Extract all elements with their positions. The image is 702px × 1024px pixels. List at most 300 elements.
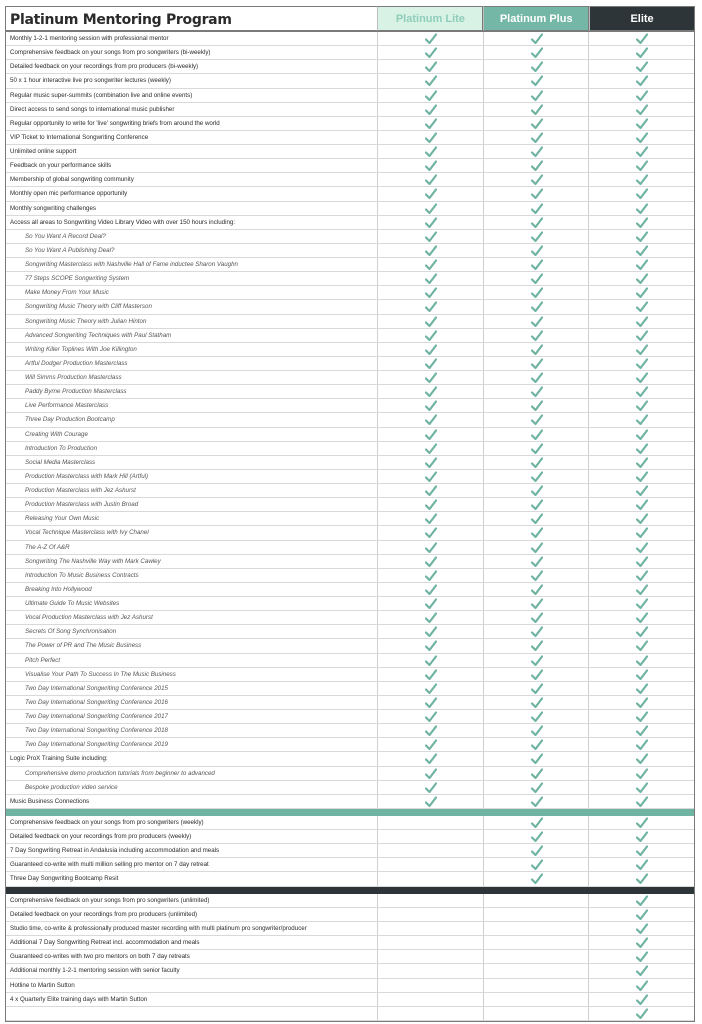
cell-elite [588, 103, 694, 116]
check-icon [531, 831, 543, 843]
cell-platinum-lite [377, 858, 483, 871]
cell-elite [588, 752, 694, 765]
sub-feature-label: Pitch Perfect [25, 656, 61, 664]
cell-platinum-lite [377, 46, 483, 59]
cell-platinum-plus [483, 60, 589, 73]
cell-elite [588, 922, 694, 935]
cell-platinum-plus [483, 32, 589, 45]
cell-platinum-lite [377, 724, 483, 737]
table-row [6, 258, 694, 272]
cell-platinum-lite [377, 1007, 483, 1020]
cell-platinum-lite [377, 371, 483, 384]
table-row [6, 413, 694, 427]
check-icon [636, 796, 648, 808]
table-row [6, 230, 694, 244]
table-row [6, 117, 694, 131]
cell-platinum-plus [483, 668, 589, 681]
table-row [6, 343, 694, 357]
cell-platinum-plus [483, 830, 589, 843]
cell-platinum-lite [377, 442, 483, 455]
check-icon [636, 873, 648, 885]
table-row [6, 830, 694, 844]
feature-label: Comprehensive feedback on your songs from pro songwriters (unlimited) [10, 896, 210, 904]
cell-platinum-lite [377, 526, 483, 539]
cell-elite [588, 428, 694, 441]
cell-platinum-lite [377, 498, 483, 511]
check-icon [636, 316, 648, 328]
cell-platinum-plus [483, 357, 589, 370]
check-icon [425, 669, 437, 681]
check-icon [636, 118, 648, 130]
check-icon [425, 75, 437, 87]
cell-elite [588, 385, 694, 398]
cell-platinum-plus [483, 46, 589, 59]
cell-elite [588, 816, 694, 829]
check-icon [636, 188, 648, 200]
check-icon [636, 556, 648, 568]
table-row [6, 357, 694, 371]
check-icon [636, 965, 648, 977]
table-row [6, 456, 694, 470]
sub-feature-label: Vocal Technique Masterclass with Ivy Chanel [25, 529, 149, 537]
table-row [6, 795, 694, 809]
cell-platinum-plus [483, 625, 589, 638]
feature-label: Monthly open mic performance opportunity [10, 190, 128, 198]
check-icon [531, 612, 543, 624]
sub-feature-label: Writing Killer Toplines With Joe Killington [25, 345, 137, 353]
cell-platinum-plus [483, 258, 589, 271]
cell-elite [588, 498, 694, 511]
cell-platinum-plus [483, 216, 589, 229]
cell-elite [588, 512, 694, 525]
check-icon [425, 301, 437, 313]
sub-feature-label: Production Masterclass with Mark Hill (Artful) [25, 472, 149, 480]
cell-platinum-lite [377, 315, 483, 328]
cell-platinum-lite [377, 244, 483, 257]
check-icon [531, 457, 543, 469]
cell-platinum-lite [377, 399, 483, 412]
cell-platinum-lite [377, 781, 483, 794]
table-row [6, 300, 694, 314]
check-icon [425, 287, 437, 299]
cell-platinum-lite [377, 343, 483, 356]
cell-elite [588, 724, 694, 737]
cell-elite [588, 202, 694, 215]
check-icon [425, 457, 437, 469]
cell-platinum-lite [377, 187, 483, 200]
table-row [6, 159, 694, 173]
check-icon [531, 160, 543, 172]
check-icon [531, 301, 543, 313]
check-icon [531, 245, 543, 257]
cell-elite [588, 830, 694, 843]
cell-elite [588, 541, 694, 554]
check-icon [531, 753, 543, 765]
check-icon [425, 174, 437, 186]
table-row [6, 103, 694, 117]
cell-platinum-plus [483, 597, 589, 610]
cell-platinum-lite [377, 131, 483, 144]
check-icon [636, 683, 648, 695]
table-row [6, 399, 694, 413]
cell-elite [588, 484, 694, 497]
check-icon [531, 358, 543, 370]
cell-platinum-lite [377, 597, 483, 610]
column-header-platinum-lite: Platinum Lite [377, 6, 483, 31]
cell-platinum-lite [377, 202, 483, 215]
check-icon [425, 499, 437, 511]
check-icon [531, 683, 543, 695]
check-icon [425, 372, 437, 384]
sub-feature-label: Releasing Your Own Music [25, 515, 100, 523]
check-icon [425, 612, 437, 624]
cell-elite [588, 979, 694, 992]
cell-platinum-lite [377, 484, 483, 497]
feature-label: Regular opportunity to write for 'live' songwriting briefs from around the world [10, 119, 220, 127]
cell-elite [588, 611, 694, 624]
cell-elite [588, 583, 694, 596]
cell-elite [588, 964, 694, 977]
check-icon [425, 471, 437, 483]
check-icon [531, 817, 543, 829]
check-icon [531, 61, 543, 73]
check-icon [531, 414, 543, 426]
cell-platinum-plus [483, 117, 589, 130]
check-icon [425, 61, 437, 73]
check-icon [636, 655, 648, 667]
cell-platinum-plus [483, 795, 589, 808]
feature-label: Direct access to send songs to international music publisher [10, 105, 175, 113]
table-row [6, 187, 694, 201]
check-icon [636, 245, 648, 257]
cell-platinum-lite [377, 286, 483, 299]
cell-elite [588, 329, 694, 342]
check-icon [425, 556, 437, 568]
check-icon [531, 570, 543, 582]
check-icon [636, 570, 648, 582]
table-body [5, 32, 695, 1022]
cell-platinum-lite [377, 555, 483, 568]
sub-feature-label: Paddy Byrne Production Masterclass [25, 388, 127, 396]
cell-platinum-lite [377, 964, 483, 977]
check-icon [425, 188, 437, 200]
cell-platinum-plus [483, 555, 589, 568]
cell-platinum-lite [377, 32, 483, 45]
check-icon [425, 414, 437, 426]
check-icon [531, 330, 543, 342]
cell-elite [588, 371, 694, 384]
cell-platinum-lite [377, 950, 483, 963]
check-icon [425, 47, 437, 59]
cell-platinum-lite [377, 752, 483, 765]
check-icon [425, 160, 437, 172]
check-icon [531, 429, 543, 441]
cell-elite [588, 89, 694, 102]
table-row [6, 428, 694, 442]
check-icon [636, 711, 648, 723]
check-icon [531, 188, 543, 200]
cell-platinum-lite [377, 830, 483, 843]
sub-feature-label: Ultimate Guide To Music Websites [25, 600, 120, 607]
cell-platinum-plus [483, 950, 589, 963]
cell-platinum-plus [483, 583, 589, 596]
cell-elite [588, 569, 694, 582]
check-icon [425, 739, 437, 751]
feature-label: Monthly songwriting challenges [10, 204, 96, 212]
cell-platinum-plus [483, 639, 589, 652]
table-row [6, 738, 694, 752]
cell-platinum-plus [483, 569, 589, 582]
table-row [6, 710, 694, 724]
cell-platinum-plus [483, 286, 589, 299]
sub-feature-label: Bespoke production video service [25, 783, 118, 791]
cell-elite [588, 654, 694, 667]
feature-label: Detailed feedback on your recordings from pro producers (unlimited) [10, 910, 198, 918]
table-row [6, 526, 694, 540]
cell-platinum-lite [377, 541, 483, 554]
sub-feature-label: Two Day International Songwriting Conference 2018 [25, 727, 168, 735]
cell-platinum-lite [377, 639, 483, 652]
check-icon [636, 203, 648, 215]
check-icon [636, 61, 648, 73]
table-row [6, 950, 694, 964]
check-icon [636, 132, 648, 144]
cell-elite [588, 555, 694, 568]
cell-platinum-plus [483, 187, 589, 200]
check-icon [425, 570, 437, 582]
check-icon [636, 980, 648, 992]
cell-platinum-lite [377, 89, 483, 102]
check-icon [636, 90, 648, 102]
section-divider [6, 809, 694, 816]
check-icon [531, 231, 543, 243]
cell-platinum-plus [483, 752, 589, 765]
cell-platinum-lite [377, 668, 483, 681]
column-header-elite: Elite [589, 6, 695, 31]
check-icon [531, 499, 543, 511]
cell-platinum-plus [483, 541, 589, 554]
check-icon [425, 527, 437, 539]
feature-label: Detailed feedback on your recordings from pro producers (weekly) [10, 833, 192, 840]
sub-feature-label: Will Simms Production Masterclass [25, 374, 122, 381]
sub-feature-label: Production Masterclass with Jez Ashurst [25, 487, 136, 494]
cell-platinum-plus [483, 89, 589, 102]
cell-platinum-lite [377, 767, 483, 780]
check-icon [425, 768, 437, 780]
check-icon [425, 118, 437, 130]
cell-elite [588, 696, 694, 709]
cell-platinum-plus [483, 993, 589, 1006]
cell-elite [588, 625, 694, 638]
check-icon [636, 104, 648, 116]
check-icon [636, 358, 648, 370]
check-icon [425, 640, 437, 652]
cell-platinum-plus [483, 74, 589, 87]
check-icon [531, 75, 543, 87]
cell-platinum-lite [377, 357, 483, 370]
cell-platinum-plus [483, 696, 589, 709]
table-row [6, 286, 694, 300]
check-icon [425, 90, 437, 102]
cell-elite [588, 117, 694, 130]
table-header [5, 6, 695, 32]
table-row [6, 979, 694, 993]
table-row [6, 936, 694, 950]
cell-elite [588, 286, 694, 299]
table-row [6, 583, 694, 597]
check-icon [636, 372, 648, 384]
sub-feature-label: Two Day International Songwriting Conference 2015 [25, 684, 168, 692]
cell-platinum-plus [483, 470, 589, 483]
check-icon [636, 739, 648, 751]
cell-platinum-lite [377, 908, 483, 921]
cell-elite [588, 357, 694, 370]
table-row [6, 597, 694, 611]
table-row [6, 442, 694, 456]
cell-elite [588, 872, 694, 885]
check-icon [636, 146, 648, 158]
check-icon [636, 330, 648, 342]
cell-platinum-plus [483, 512, 589, 525]
cell-platinum-lite [377, 922, 483, 935]
cell-platinum-lite [377, 300, 483, 313]
check-icon [531, 118, 543, 130]
cell-platinum-plus [483, 272, 589, 285]
cell-platinum-plus [483, 526, 589, 539]
section-divider [6, 887, 694, 894]
cell-platinum-plus [483, 1007, 589, 1020]
check-icon [636, 937, 648, 949]
feature-label: Access all areas to Songwriting Video Library Video with over 150 hours including: [10, 218, 236, 226]
sub-feature-label: Songwriting The Nashville Way with Mark Cawley [25, 557, 161, 565]
sub-feature-label: Comprehensive demo production tutorials from beginner to advanced [25, 769, 215, 777]
check-icon [531, 47, 543, 59]
cell-elite [588, 894, 694, 907]
cell-platinum-plus [483, 844, 589, 857]
check-icon [636, 287, 648, 299]
check-icon [425, 33, 437, 45]
cell-elite [588, 300, 694, 313]
cell-platinum-lite [377, 428, 483, 441]
cell-platinum-plus [483, 724, 589, 737]
table-row [6, 272, 694, 286]
sub-feature-label: Two Day International Songwriting Conference 2017 [25, 713, 168, 720]
check-icon [531, 626, 543, 638]
check-icon [636, 231, 648, 243]
column-header-platinum-plus: Platinum Plus [483, 6, 589, 31]
sub-feature-label: Two Day International Songwriting Conference 2016 [25, 698, 168, 706]
check-icon [636, 753, 648, 765]
check-icon [425, 316, 437, 328]
check-icon [531, 217, 543, 229]
check-icon [425, 626, 437, 638]
cell-platinum-plus [483, 894, 589, 907]
cell-platinum-plus [483, 979, 589, 992]
cell-platinum-plus [483, 498, 589, 511]
check-icon [531, 316, 543, 328]
cell-elite [588, 315, 694, 328]
check-icon [636, 909, 648, 921]
feature-label: Music Business Connections [10, 797, 90, 805]
cell-platinum-plus [483, 922, 589, 935]
check-icon [531, 845, 543, 857]
cell-elite [588, 993, 694, 1006]
check-icon [636, 845, 648, 857]
check-icon [425, 485, 437, 497]
feature-label: Guaranteed co-writes with two pro mentors on both 7 day retreats [10, 953, 190, 961]
check-icon [531, 711, 543, 723]
cell-platinum-lite [377, 738, 483, 751]
cell-platinum-lite [377, 329, 483, 342]
check-icon [531, 372, 543, 384]
table-row [6, 498, 694, 512]
sub-feature-label: Songwriting Music Theory with Cliff Masterson [25, 303, 152, 311]
check-icon [425, 386, 437, 398]
check-icon [425, 513, 437, 525]
table-row [6, 724, 694, 738]
feature-label: Comprehensive feedback on your songs from pro songwriters (weekly) [10, 818, 204, 826]
cell-elite [588, 159, 694, 172]
check-icon [531, 640, 543, 652]
check-icon [636, 273, 648, 285]
sub-feature-label: Visualise Your Path To Success In The Music Business [25, 670, 176, 678]
sub-feature-label: 77 Steps SCOPE Songwriting System [25, 275, 130, 283]
table-row [6, 484, 694, 498]
cell-platinum-lite [377, 710, 483, 723]
cell-elite [588, 413, 694, 426]
cell-platinum-lite [377, 456, 483, 469]
check-icon [425, 542, 437, 554]
check-icon [425, 330, 437, 342]
cell-platinum-plus [483, 173, 589, 186]
cell-elite [588, 597, 694, 610]
cell-platinum-lite [377, 145, 483, 158]
table-row [6, 145, 694, 159]
check-icon [636, 951, 648, 963]
sub-feature-label: Breaking Into Hollywood [25, 585, 92, 593]
table-row [6, 60, 694, 74]
table-row [6, 1007, 694, 1021]
check-icon [531, 287, 543, 299]
cell-elite [588, 936, 694, 949]
check-icon [531, 485, 543, 497]
cell-elite [588, 682, 694, 695]
check-icon [425, 584, 437, 596]
cell-elite [588, 526, 694, 539]
check-icon [531, 203, 543, 215]
check-icon [636, 400, 648, 412]
cell-platinum-plus [483, 202, 589, 215]
check-icon [531, 527, 543, 539]
feature-label: Hotline to Martin Sutton [10, 981, 75, 989]
sub-feature-label: Songwriting Masterclass with Nashville Hall of Fame inductee Sharon Vaughn [25, 261, 238, 268]
check-icon [636, 386, 648, 398]
cell-platinum-lite [377, 583, 483, 596]
cell-elite [588, 908, 694, 921]
cell-platinum-plus [483, 682, 589, 695]
table-row [6, 89, 694, 103]
table-row [6, 555, 694, 569]
cell-platinum-lite [377, 816, 483, 829]
sub-feature-label: Secrets Of Song Synchronisation [25, 628, 117, 636]
sub-feature-label: So You Want A Record Deal? [25, 232, 106, 240]
cell-elite [588, 216, 694, 229]
check-icon [425, 132, 437, 144]
table-row [6, 611, 694, 625]
check-icon [425, 259, 437, 271]
cell-elite [588, 470, 694, 483]
table-row [6, 964, 694, 978]
